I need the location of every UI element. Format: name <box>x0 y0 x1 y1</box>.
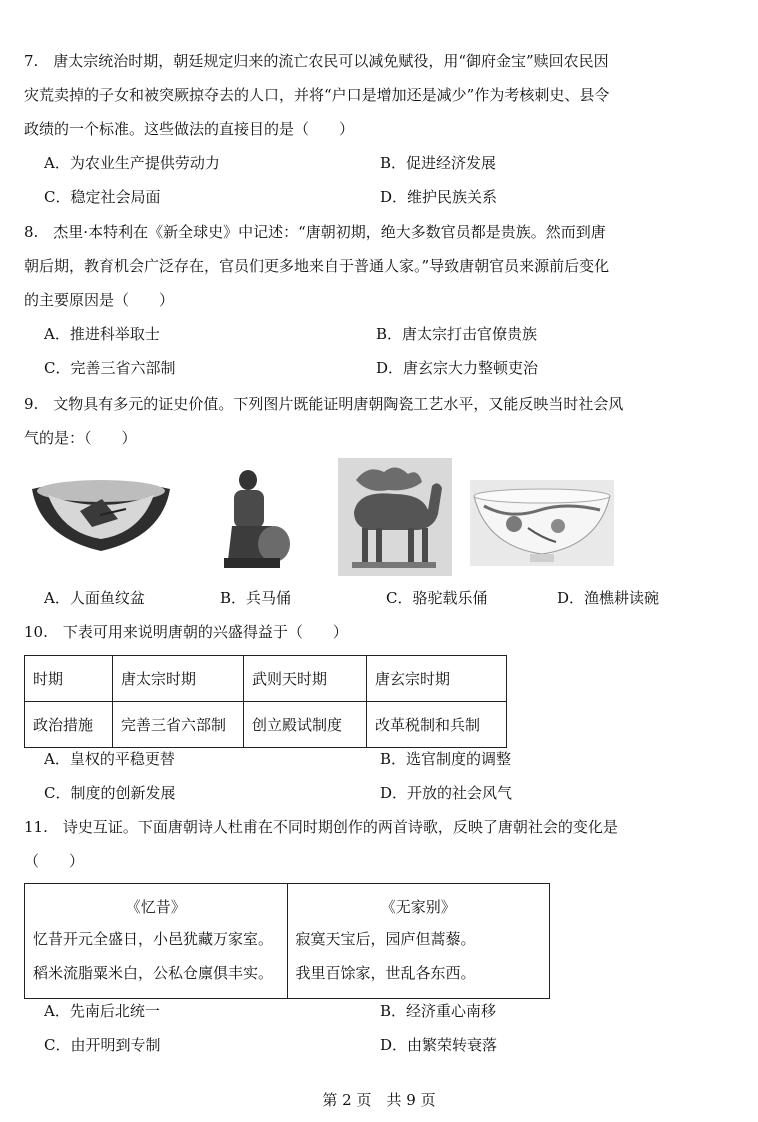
q7-option-a: A．为农业生产提供劳动力 <box>44 154 220 172</box>
table-cell: 时期 <box>25 656 113 702</box>
terracotta-warrior-image <box>214 468 298 576</box>
q10-option-d: D．开放的社会风气 <box>380 784 513 802</box>
q9-option-b: B．兵马俑 <box>220 589 292 607</box>
q11-option-d: D．由繁荣转衰落 <box>380 1036 498 1054</box>
q9-stem-line2: 气的是：（ ） <box>24 429 137 447</box>
q8-stem-line1: 8. 杰里·本特利在《新全球史》中记述：“唐朝初期，绝大多数官员都是贵族。然而到唐 <box>24 223 606 241</box>
q10-option-c: C．制度的创新发展 <box>44 784 176 802</box>
poem-title: 《无家别》 <box>380 898 456 916</box>
q7-option-b: B．促进经济发展 <box>380 154 497 172</box>
q11-option-b: B．经济重心南移 <box>380 1002 497 1020</box>
q8-stem-line3: 的主要原因是（ ） <box>24 291 175 309</box>
page-number-footer: 第 2 页 共 9 页 <box>322 1091 436 1109</box>
poem-line: 寂寞天宝后，园庐但蒿藜。 <box>295 930 476 948</box>
painted-basin-image <box>30 475 172 557</box>
table-row <box>25 702 507 748</box>
table-cell: 创立殿试制度 <box>244 702 367 748</box>
q9-stem-line1: 9. 文物具有多元的证史价值。下列图片既能证明唐朝陶瓷工艺水平，又能反映当时社会风 <box>24 395 624 413</box>
q10-policy-table <box>24 655 507 748</box>
q11-poem-table <box>24 883 550 999</box>
q11-stem-line1: 11. 诗史互证。下面唐朝诗人杜甫在不同时期创作的两首诗歌，反映了唐朝社会的变化是 <box>24 818 618 836</box>
q7-stem-line2: 灾荒卖掉的子女和被突厥掠夺去的人口，并将“户口是增加还是减少”作为考核刺史、县令 <box>24 86 610 104</box>
q8-option-a: A．推进科举取士 <box>44 325 160 343</box>
poem-line: 稻米流脂粟米白，公私仓廪俱丰实。 <box>33 964 274 982</box>
q8-stem-line2: 朝后期，教育机会广泛存在，官员们更多地来自于普通人家。”导致唐朝官员来源前后变化 <box>24 257 610 275</box>
poem-title: 《忆昔》 <box>125 898 186 916</box>
table-cell: 政治措施 <box>25 702 113 748</box>
table-row <box>25 656 507 702</box>
q9-option-a: A．人面鱼纹盆 <box>44 589 145 607</box>
q11-option-c: C．由开明到专制 <box>44 1036 161 1054</box>
q7-option-d: D．维护民族关系 <box>380 188 498 206</box>
table-cell: 改革税制和兵制 <box>367 702 507 748</box>
table-cell: 唐玄宗时期 <box>367 656 507 702</box>
fisher-woodcutter-bowl-image <box>470 480 614 570</box>
poem-line: 忆昔开元全盛日，小邑犹藏万家室。 <box>33 930 274 948</box>
q8-option-d: D．唐玄宗大力整顿吏治 <box>376 359 539 377</box>
poem-yixi <box>25 884 287 998</box>
q10-stem: 10. 下表可用来说明唐朝的兴盛得益于（ ） <box>24 623 348 641</box>
camel-musicians-figurine-image <box>338 458 452 580</box>
q11-stem-line2: （ ） <box>24 852 85 870</box>
q7-stem-line3: 政绩的一个标准。这些做法的直接目的是（ ） <box>24 120 355 138</box>
q9-option-d: D．渔樵耕读碗 <box>557 589 660 607</box>
q7-option-c: C．稳定社会局面 <box>44 188 161 206</box>
table-cell: 唐太宗时期 <box>113 656 244 702</box>
poem-wujiabie <box>287 884 550 998</box>
poem-line: 我里百馀家，世乱各东西。 <box>295 964 476 982</box>
q7-stem-line1: 7. 唐太宗统治时期，朝廷规定归来的流亡农民可以减免赋役，用“御府金宝”赎回农民因 <box>24 52 609 70</box>
q8-option-b: B．唐太宗打击官僚贵族 <box>376 325 538 343</box>
q8-option-c: C．完善三省六部制 <box>44 359 176 377</box>
q10-option-b: B．选官制度的调整 <box>380 750 512 768</box>
q9-option-c: C．骆驼载乐俑 <box>386 589 488 607</box>
q10-option-a: A．皇权的平稳更替 <box>44 750 175 768</box>
table-cell: 武则天时期 <box>244 656 367 702</box>
q11-option-a: A．先南后北统一 <box>44 1002 160 1020</box>
table-cell: 完善三省六部制 <box>113 702 244 748</box>
